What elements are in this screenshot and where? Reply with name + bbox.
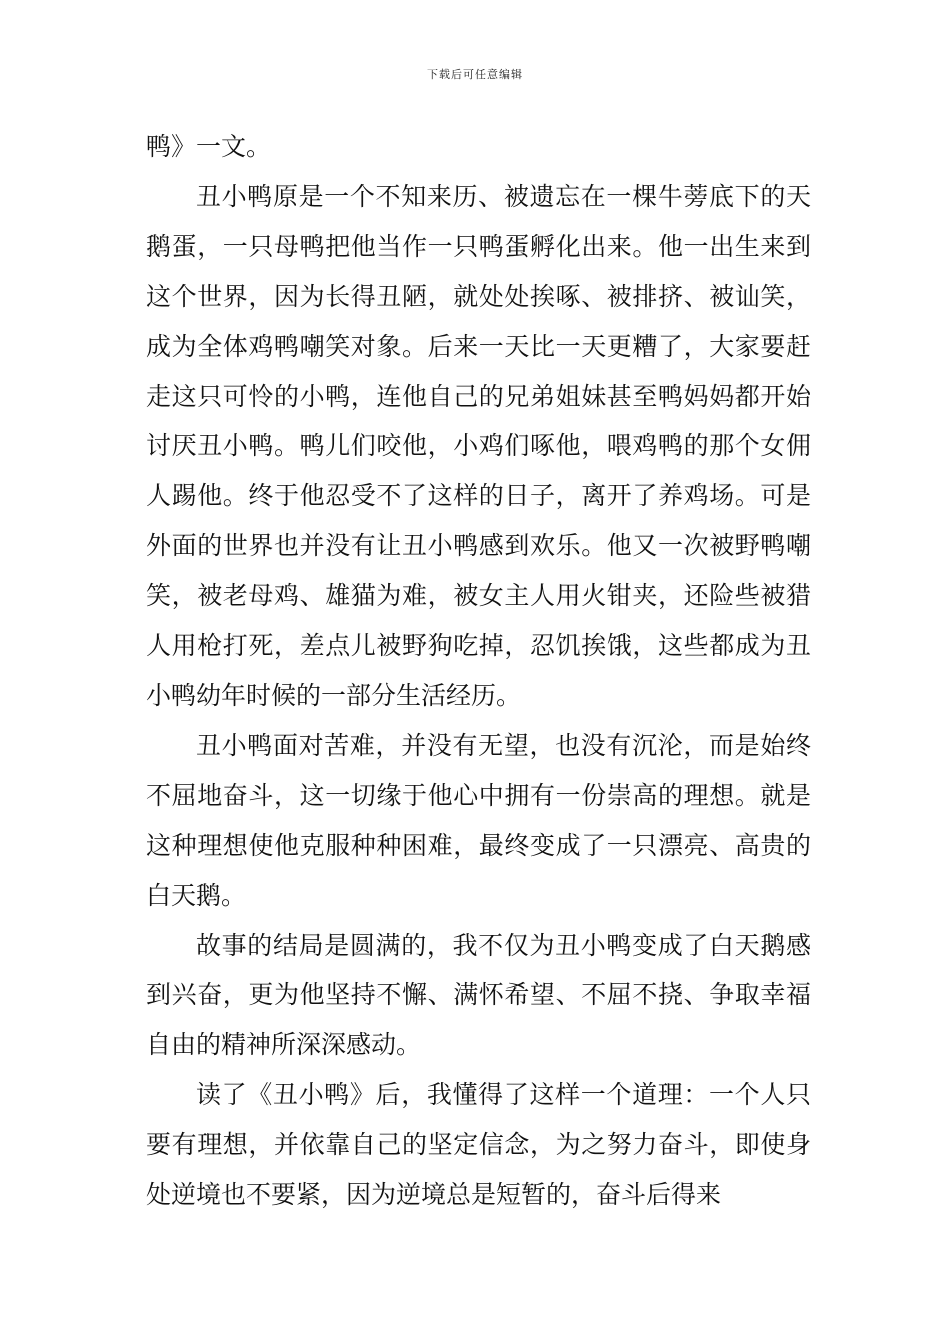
document-body (146, 122, 811, 1220)
paragraph-ending: 故事的结局是圆满的，我不仅为丑小鸭变成了白天鹅感到兴奋，更为他坚持不懈、满怀希望、不屈不挠、争取幸福自由的精神所深深感动。 (146, 930, 811, 1060)
page-header: 下载后可任意编辑 (427, 68, 523, 81)
paragraph-lesson: 读了《丑小鸭》后，我懂得了这样一个道理：一个人只要有理想，并依靠自己的坚定信念，为之努力奋斗，即使身处逆境也不要紧，因为逆境总是短暂的，奋斗后得来 (146, 1080, 811, 1210)
paragraph-story-summary: 丑小鸭原是一个不知来历、被遗忘在一棵牛蒡底下的天鹅蛋，一只母鸭把他当作一只鸭蛋孵化出来。他一出生来到这个世界，因为长得丑陋，就处处挨啄、被排挤、被讪笑，成为全体鸡鸭嘲笑对象。后来一天比一天更糟了，大家要赶走这只可怜的小鸭，连他自己的兄弟姐妹甚至鸭妈妈都开始讨厌丑小鸭。鸭儿们咬他，小鸡们啄他，喂鸡鸭的那个女佣人踢他。终于他忍受不了这样的日子，离开了养鸡场。可是外面的世界也并没有让丑小鸭感到欢乐。他又一次被野鸭嘲笑，被老母鸡、雄猫为难，被女主人用火钳夹，还险些被猎人用枪打死，差点儿被野狗吃掉，忍饥挨饿，这些都成为丑小鸭幼年时候的一部分生活经历。 (146, 181, 811, 710)
paragraph-continuation: 鸭》一文。 (146, 132, 272, 161)
paragraph-perseverance: 丑小鸭面对苦难，并没有无望，也没有沉沦，而是始终不屈地奋斗，这一切缘于他心中拥有一份崇高的理想。就是这种理想使他克服种种困难，最终变成了一只漂亮、高贵的白天鹅。 (146, 730, 811, 910)
